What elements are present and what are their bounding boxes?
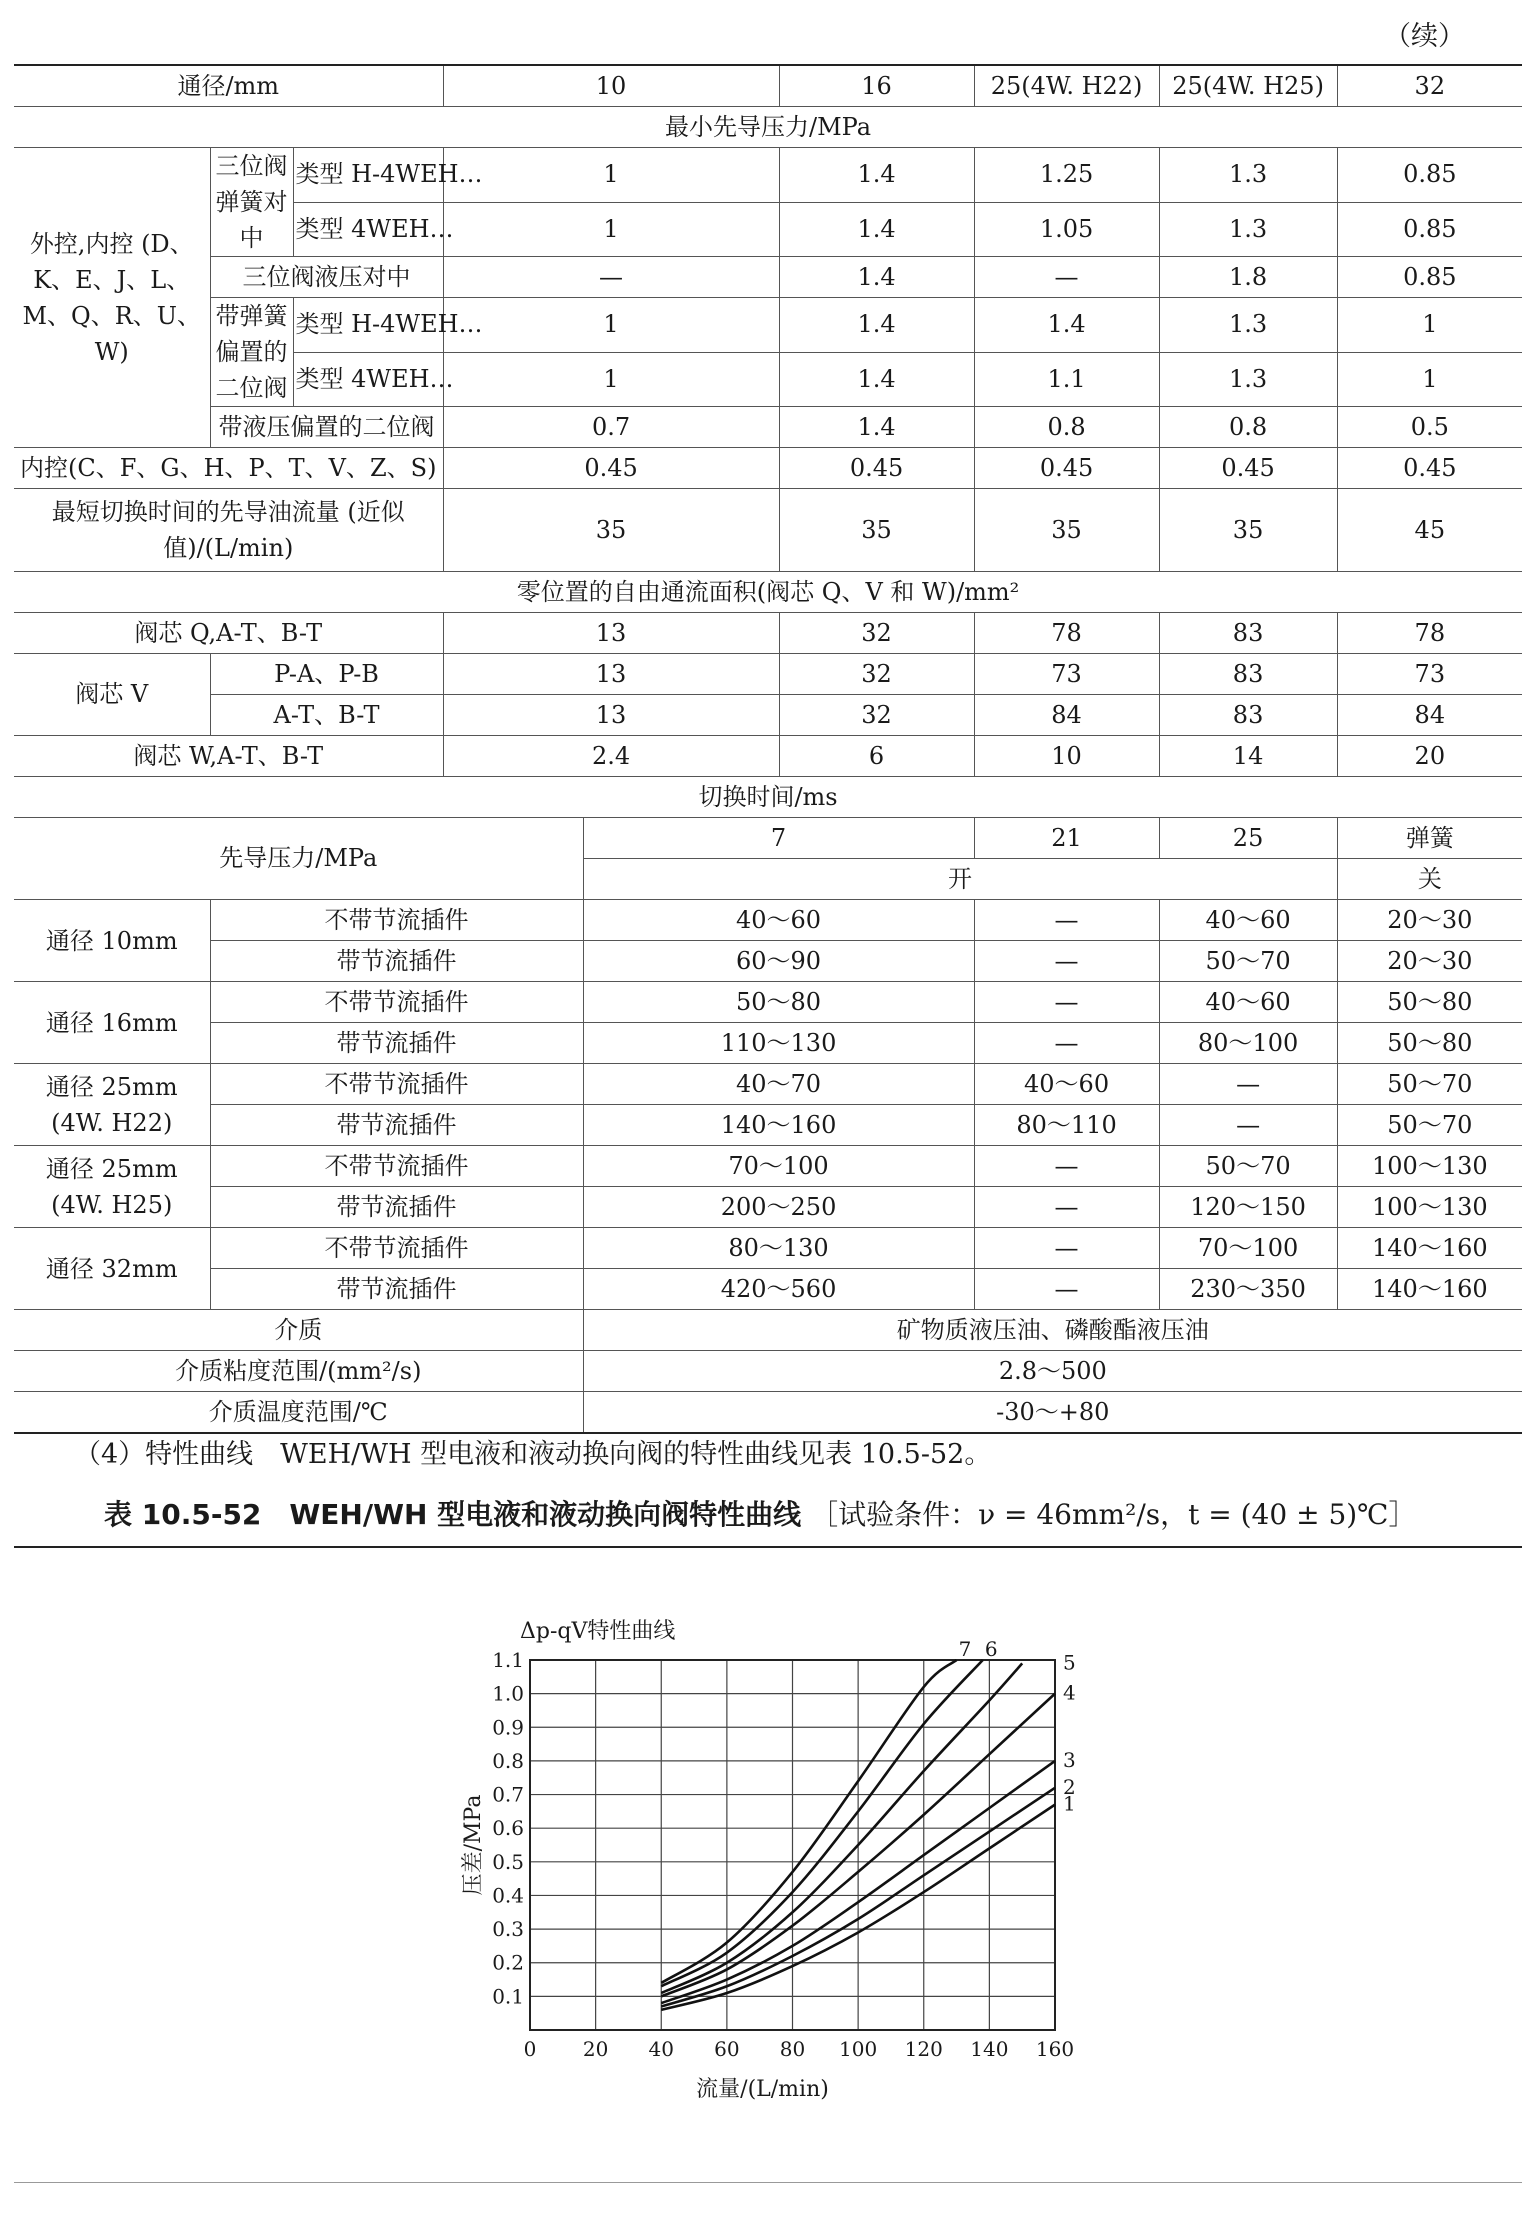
x-tick-label: 80 (779, 2037, 806, 2061)
table-cell: 60～90 (583, 941, 974, 982)
table-cell: 13 (443, 695, 779, 736)
table-cell: 73 (1337, 654, 1522, 695)
y-tick-label: 0.1 (492, 1984, 524, 2009)
table-cell: 1.4 (779, 257, 974, 298)
table-cell: 50～70 (1337, 1105, 1522, 1146)
y-axis-label: 压差/MPa (461, 1794, 486, 1896)
caption-conditions: ［试验条件：ν = 46mm²/s，t = (40 ± 5)℃］ (810, 1498, 1417, 1531)
chart-title: Δp-qV特性曲线 (520, 1619, 676, 1644)
type-label: 类型 4WEH… (293, 202, 443, 257)
table-cell: 10 (974, 736, 1159, 777)
y-tick-label: 1.1 (492, 1648, 524, 1672)
diameter-row-label: 通径 16mm (14, 982, 210, 1064)
table-cell: 20～30 (1337, 900, 1522, 941)
series-label: 1 (1063, 1791, 1076, 1816)
table-cell: 1 (1337, 352, 1522, 407)
diameter-row-label: 通径 25mm (4W. H25) (14, 1146, 210, 1228)
y-tick-label: 0.6 (492, 1816, 524, 1841)
table-cell: 1.3 (1159, 148, 1337, 203)
section-header: 最小先导压力/MPa (14, 107, 1522, 148)
table-cell: — (1159, 1105, 1337, 1146)
table-row (14, 148, 1522, 203)
table-cell: 120～150 (1159, 1187, 1337, 1228)
table-cell: 100～130 (1337, 1146, 1522, 1187)
table-cell: 50～70 (1159, 1146, 1337, 1187)
table-cell: 0.85 (1337, 202, 1522, 257)
table-row (14, 777, 1522, 818)
table-cell: 1 (443, 352, 779, 407)
table-cell: 73 (974, 654, 1159, 695)
table-cell: 78 (1337, 613, 1522, 654)
table-cell: — (974, 1146, 1159, 1187)
y-tick-label: 0.9 (492, 1715, 524, 1740)
table-row (14, 572, 1522, 613)
table-cell: 35 (779, 489, 974, 572)
table-cell: 84 (974, 695, 1159, 736)
viscosity-label: 介质粘度范围/(mm²/s) (14, 1351, 583, 1392)
table-cell: 1 (1337, 298, 1522, 353)
table-cell: 1.25 (974, 148, 1159, 203)
medium-label: 介质 (14, 1310, 583, 1351)
medium-value: 矿物质液压油、磷酸酯液压油 (583, 1310, 1522, 1351)
table-cell: 40～60 (583, 900, 974, 941)
table-cell: 83 (1159, 613, 1337, 654)
three-pos-hyd-label: 三位阀液压对中 (210, 257, 443, 298)
table-row (14, 900, 1522, 941)
table-cell: 40～60 (1159, 900, 1337, 941)
table-cell: 0.45 (779, 448, 974, 489)
table-cell: 0.85 (1337, 257, 1522, 298)
table-cell: — (1159, 1064, 1337, 1105)
table-cell: 1.3 (1159, 202, 1337, 257)
hyd-offset-label: 带液压偏置的二位阀 (210, 407, 443, 448)
y-tick-label: 0.8 (492, 1748, 524, 1773)
table-cell: 25(4W. H22) (974, 65, 1159, 107)
table-row (14, 65, 1522, 107)
table-row (14, 1064, 1522, 1105)
table-cell: 0.5 (1337, 407, 1522, 448)
throttle-label: 带节流插件 (210, 941, 583, 982)
table-row (14, 941, 1522, 982)
table-cell: 6 (779, 736, 974, 777)
table-row (14, 1310, 1522, 1351)
table-row (14, 736, 1522, 777)
table-cell: — (974, 1269, 1159, 1310)
table-cell: 50～80 (1337, 982, 1522, 1023)
ext-int-label: 外控,内控 (D、K、E、J、L、M、Q、R、U、W) (14, 148, 210, 448)
x-tick-label: 100 (839, 2037, 878, 2061)
x-tick-label: 40 (648, 2037, 674, 2061)
pilot-pressure-label: 先导压力/MPa (14, 818, 583, 900)
table-cell: 0.8 (974, 407, 1159, 448)
table-cell: 1.3 (1159, 298, 1337, 353)
table-row (14, 489, 1522, 572)
table-cell: 0.85 (1337, 148, 1522, 203)
table-cell: 1.1 (974, 352, 1159, 407)
table-cell: 40～60 (974, 1064, 1159, 1105)
table-cell: 40～70 (583, 1064, 974, 1105)
spool-v-label: 阀芯 V (14, 654, 210, 736)
table-cell: 50～70 (1159, 941, 1337, 982)
caption-rule (14, 1546, 1522, 1548)
table-cell: 1 (443, 298, 779, 353)
section-header: 零位置的自由通流面积(阀芯 Q、V 和 W)/mm² (14, 572, 1522, 613)
throttle-label: 带节流插件 (210, 1023, 583, 1064)
three-pos-spring-label: 三位阀弹簧对中 (210, 148, 293, 257)
table-cell: 110～130 (583, 1023, 974, 1064)
spool-q-label: 阀芯 Q,A-T、B-T (14, 613, 443, 654)
throttle-label: 不带节流插件 (210, 982, 583, 1023)
y-tick-label: 0.4 (492, 1883, 524, 1908)
x-tick-label: 60 (714, 2037, 740, 2061)
table-cell: 21 (974, 818, 1159, 859)
throttle-label: 带节流插件 (210, 1105, 583, 1146)
continued-label: （续） (1384, 21, 1465, 52)
table-cell: 35 (1159, 489, 1337, 572)
y-tick-label: 1.0 (492, 1681, 524, 1706)
table-cell: 40～60 (1159, 982, 1337, 1023)
table-cell: 70～100 (583, 1146, 974, 1187)
table-cell: 1.3 (1159, 352, 1337, 407)
spring-offset-label: 带弹簧偏置的二位阀 (210, 298, 293, 407)
at-bt-label: A-T、B-T (210, 695, 443, 736)
throttle-label: 不带节流插件 (210, 1146, 583, 1187)
table-row (14, 1228, 1522, 1269)
table-row (14, 654, 1522, 695)
table-cell: 45 (1337, 489, 1522, 572)
table-row (14, 1023, 1522, 1064)
pilot-flow-label: 最短切换时间的先导油流量 (近似值)/(L/min) (14, 489, 443, 572)
table-cell: 1.4 (779, 352, 974, 407)
table-cell: — (974, 982, 1159, 1023)
table-cell: 1 (443, 148, 779, 203)
table-cell: 0.8 (1159, 407, 1337, 448)
table-cell: 200～250 (583, 1187, 974, 1228)
table-cell: — (974, 941, 1159, 982)
table-cell: — (443, 257, 779, 298)
temperature-label: 介质温度范围/℃ (14, 1392, 583, 1434)
table-cell: 32 (1337, 65, 1522, 107)
table-cell: 13 (443, 654, 779, 695)
table-row (14, 107, 1522, 148)
table-cell: 70～100 (1159, 1228, 1337, 1269)
table-cell: 0.45 (1159, 448, 1337, 489)
x-tick-label: 140 (970, 2037, 1009, 2061)
table-cell: 1 (443, 202, 779, 257)
close-label: 关 (1337, 859, 1522, 900)
table-cell: 16 (779, 65, 974, 107)
table-row (14, 257, 1522, 298)
table-cell: 1.4 (779, 298, 974, 353)
diameter-label: 通径/mm (14, 65, 443, 107)
series-label: 4 (1063, 1680, 1076, 1705)
table-row (14, 448, 1522, 489)
table-row (14, 298, 1522, 353)
table-cell: 84 (1337, 695, 1522, 736)
y-tick-label: 0.3 (492, 1917, 524, 1942)
throttle-label: 带节流插件 (210, 1269, 583, 1310)
table-cell: 140～160 (583, 1105, 974, 1146)
type-label: 类型 H-4WEH… (293, 298, 443, 353)
table-row (14, 1392, 1522, 1434)
table-cell: — (974, 1187, 1159, 1228)
caption-title: 表 10.5-52 WEH/WH 型电液和液动换向阀特性曲线 (104, 1498, 802, 1531)
table-cell: 32 (779, 613, 974, 654)
section-header: 切换时间/ms (14, 777, 1522, 818)
table-cell: 14 (1159, 736, 1337, 777)
table-row (14, 407, 1522, 448)
table-cell: 0.45 (443, 448, 779, 489)
diameter-row-label: 通径 25mm (4W. H22) (14, 1064, 210, 1146)
table-row (14, 1187, 1522, 1228)
table-cell: 0.7 (443, 407, 779, 448)
type-label: 类型 4WEH… (293, 352, 443, 407)
table-row (14, 1146, 1522, 1187)
table-cell: — (974, 900, 1159, 941)
table-cell: 25 (1159, 818, 1337, 859)
table-cell: 1.8 (1159, 257, 1337, 298)
table-caption (104, 1493, 1417, 1533)
type-label: 类型 H-4WEH… (293, 148, 443, 203)
series-label: 3 (1063, 1747, 1076, 1772)
bottom-rule (14, 2182, 1522, 2183)
table-row (14, 1105, 1522, 1146)
table-cell: 32 (779, 695, 974, 736)
spec-table (14, 64, 1522, 1434)
table-cell: 20 (1337, 736, 1522, 777)
table-cell: — (974, 257, 1159, 298)
table-cell: 13 (443, 613, 779, 654)
table-cell: 10 (443, 65, 779, 107)
table-cell: 35 (974, 489, 1159, 572)
table-cell: 1.4 (779, 407, 974, 448)
table-cell: — (974, 1228, 1159, 1269)
viscosity-value: 2.8～500 (583, 1351, 1522, 1392)
open-label: 开 (583, 859, 1337, 900)
table-cell: 80～110 (974, 1105, 1159, 1146)
diameter-row-label: 通径 10mm (14, 900, 210, 982)
table-cell: 25(4W. H25) (1159, 65, 1337, 107)
table-cell: 100～130 (1337, 1187, 1522, 1228)
series-label: 6 (984, 1637, 998, 1661)
table-cell: 420～560 (583, 1269, 974, 1310)
table-cell: — (974, 1023, 1159, 1064)
table-cell: 弹簧 (1337, 818, 1522, 859)
x-tick-label: 120 (904, 2037, 943, 2061)
diameter-row-label: 通径 32mm (14, 1228, 210, 1310)
series-label: 7 (958, 1637, 972, 1661)
series-line-6 (661, 1660, 983, 1986)
table-cell: 32 (779, 654, 974, 695)
internal-label: 内控(C、F、G、H、P、T、V、Z、S) (14, 448, 443, 489)
y-tick-label: 0.2 (492, 1950, 524, 1975)
table-cell: 78 (974, 613, 1159, 654)
table-cell: 1.4 (779, 148, 974, 203)
table-cell: 140～160 (1337, 1269, 1522, 1310)
series-label: 5 (1063, 1650, 1076, 1675)
table-cell: 230～350 (1159, 1269, 1337, 1310)
table-cell: 83 (1159, 654, 1337, 695)
table-row (14, 1351, 1522, 1392)
x-tick-label: 160 (1035, 2037, 1075, 2061)
table-cell: 50～80 (1337, 1023, 1522, 1064)
table-cell: 1.4 (779, 202, 974, 257)
pa-pb-label: P-A、P-B (210, 654, 443, 695)
table-cell: 83 (1159, 695, 1337, 736)
table-cell: 80～130 (583, 1228, 974, 1269)
spool-w-label: 阀芯 W,A-T、B-T (14, 736, 443, 777)
table-cell: 35 (443, 489, 779, 572)
paragraph: （4）特性曲线 WEH/WH 型电液和液动换向阀的特性曲线见表 10.5-52。 (74, 1439, 992, 1470)
table-cell: 20～30 (1337, 941, 1522, 982)
x-axis-label: 流量/(L/min) (696, 2077, 829, 2102)
characteristic-chart (440, 1600, 1100, 2100)
table-cell: 50～80 (583, 982, 974, 1023)
y-tick-label: 0.7 (492, 1782, 524, 1807)
temperature-value: -30～+80 (583, 1392, 1522, 1434)
table-row (14, 695, 1522, 736)
table-row (14, 613, 1522, 654)
table-cell: 0.45 (1337, 448, 1522, 489)
table-cell: 0.45 (974, 448, 1159, 489)
series-label: 2 (1063, 1774, 1076, 1799)
throttle-label: 不带节流插件 (210, 900, 583, 941)
throttle-label: 不带节流插件 (210, 1228, 583, 1269)
table-cell: 1.4 (974, 298, 1159, 353)
table-row (14, 818, 1522, 859)
table-cell: 80～100 (1159, 1023, 1337, 1064)
table-cell: 1.05 (974, 202, 1159, 257)
x-tick-label: 20 (582, 2037, 609, 2061)
y-tick-label: 0.5 (492, 1849, 524, 1874)
throttle-label: 不带节流插件 (210, 1064, 583, 1105)
table-row (14, 1269, 1522, 1310)
table-cell: 2.4 (443, 736, 779, 777)
table-cell: 50～70 (1337, 1064, 1522, 1105)
table-row (14, 982, 1522, 1023)
throttle-label: 带节流插件 (210, 1187, 583, 1228)
table-cell: 7 (583, 818, 974, 859)
x-tick-label: 0 (523, 2037, 537, 2061)
table-cell: 140～160 (1337, 1228, 1522, 1269)
